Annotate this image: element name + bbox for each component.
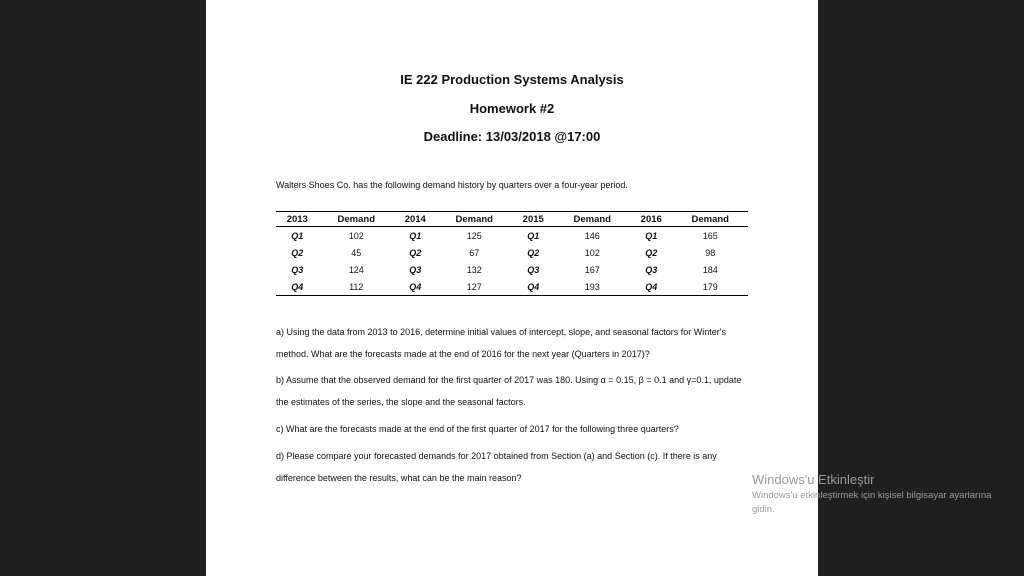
header-2013: 2013	[276, 212, 319, 227]
demand-cell: 102	[584, 247, 600, 258]
quarter-cell: Q2	[291, 247, 304, 258]
header-2014: 2014	[394, 212, 437, 227]
demand-cell: 112	[319, 278, 394, 296]
quarter-cell: Q3	[527, 264, 540, 275]
quarter-cell: Q4	[512, 278, 555, 296]
watermark-subtitle: Windows'u etkinleştirmek için kişisel bilgisayar ayarlarına gidin.	[752, 490, 992, 515]
demand-cell: 165	[702, 230, 718, 241]
demand-cell: 184	[702, 264, 718, 275]
quarter-cell: Q1	[291, 230, 304, 241]
question-a: a) Using the data from 2013 to 2016, determine initial values of intercept, slope, and seasonal factors for Winter's method. What are the forecasts made at the end of 2016 for the next year (Quarters in 2017)?	[276, 327, 726, 359]
watermark-title: Windows'u Etkinleştir	[752, 472, 875, 487]
question-b: b) Assume that the observed demand for the first quarter of 2017 was 180. Using α = 0.15, β = 0.1 and γ=0.1, update the estimates of the series, the slope and the seasonal factors.	[276, 375, 742, 407]
document-page	[206, 0, 818, 576]
quarter-cell: Q1	[645, 230, 658, 241]
quarter-cell: Q2	[645, 247, 658, 258]
quarter-cell: Q1	[527, 230, 540, 241]
quarter-cell: Q2	[409, 247, 422, 258]
quarter-cell: Q4	[276, 278, 319, 296]
demand-cell: 45	[351, 247, 362, 258]
windows-activation-watermark	[752, 472, 1002, 517]
quarter-cell: Q3	[409, 264, 422, 275]
question-d: d) Please compare your forecasted demands for 2017 obtained from Section (a) and Section (c). If there is any difference between the results, what can be the main reason?	[276, 451, 717, 483]
intro-text: Walters Shoes Co. has the following demand history by quarters over a four-year period.	[276, 180, 628, 190]
header-demand: Demand	[673, 212, 749, 227]
demand-cell: 67	[469, 247, 480, 258]
quarter-cell: Q1	[409, 230, 422, 241]
demand-cell: 98	[705, 247, 716, 258]
table-header-row	[276, 212, 748, 227]
demand-cell: 127	[437, 278, 512, 296]
quarter-cell: Q3	[645, 264, 658, 275]
table-row	[276, 261, 748, 278]
deadline: Deadline: 13/03/2018 @17:00	[423, 129, 601, 144]
header-demand: Demand	[437, 212, 512, 227]
header-2015: 2015	[512, 212, 555, 227]
table-row	[276, 278, 748, 296]
header-demand: Demand	[319, 212, 394, 227]
header-demand: Demand	[555, 212, 630, 227]
quarter-cell: Q4	[630, 278, 673, 296]
document-title: IE 222 Production Systems Analysis	[400, 72, 624, 87]
demand-cell: 124	[348, 264, 364, 275]
header-2016: 2016	[630, 212, 673, 227]
demand-table	[276, 211, 748, 296]
demand-cell: 125	[466, 230, 482, 241]
table-row	[276, 244, 748, 261]
demand-cell: 179	[673, 278, 749, 296]
demand-cell: 132	[466, 264, 482, 275]
quarter-cell: Q4	[394, 278, 437, 296]
demand-cell: 146	[584, 230, 600, 241]
demand-cell: 193	[555, 278, 630, 296]
table-row	[276, 227, 748, 245]
quarter-cell: Q2	[527, 247, 540, 258]
question-c: c) What are the forecasts made at the end of the first quarter of 2017 for the following three quarters?	[276, 424, 679, 434]
quarter-cell: Q3	[291, 264, 304, 275]
homework-number: Homework #2	[469, 101, 555, 116]
demand-cell: 167	[584, 264, 600, 275]
demand-cell: 102	[348, 230, 364, 241]
